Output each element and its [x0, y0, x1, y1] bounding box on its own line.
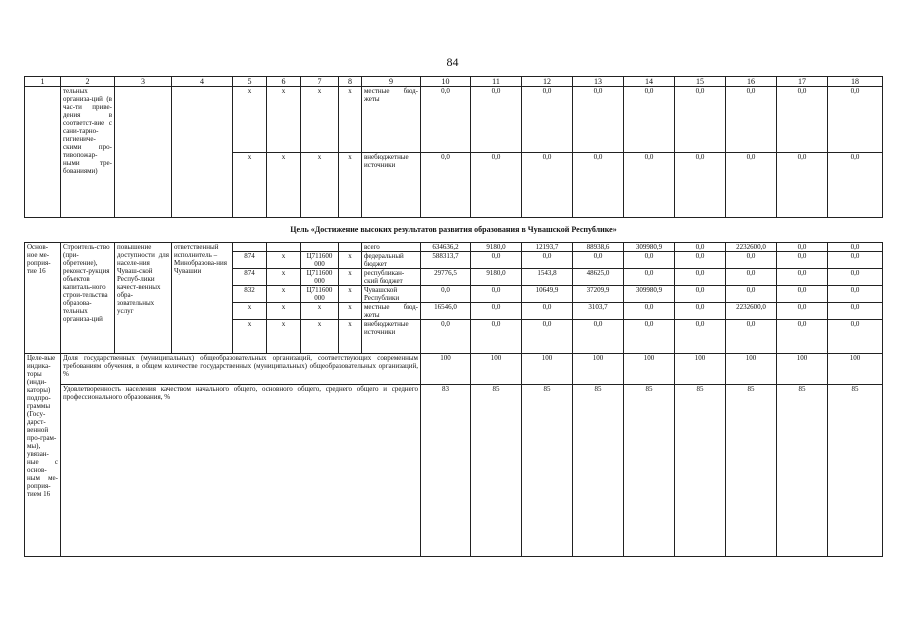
value-cell: 0,0: [421, 152, 471, 218]
column-number-cell: 12: [522, 77, 573, 87]
column-number-cell: 4: [172, 77, 233, 87]
value-cell: 0,0: [522, 252, 573, 269]
column-number-cell: 7: [301, 77, 339, 87]
column-number-cell: 1: [25, 77, 61, 87]
value-cell: 85: [624, 385, 675, 557]
value-cell: 100: [522, 354, 573, 385]
column-number-cell: 9: [362, 77, 421, 87]
code-cell: [301, 243, 339, 252]
value-cell: 0,0: [624, 87, 675, 153]
value-cell: 0,0: [726, 87, 777, 153]
value-cell: 0,0: [522, 87, 573, 153]
column-number-cell: 11: [471, 77, 522, 87]
value-cell: 9180,0: [471, 269, 522, 286]
value-cell: 37209,9: [573, 286, 624, 303]
value-cell: 3103,7: [573, 303, 624, 320]
code-cell: Ц711600 000: [301, 252, 339, 269]
value-cell: 85: [675, 385, 726, 557]
code-cell: 832: [233, 286, 267, 303]
source-cell: внебюджетные источники: [362, 320, 421, 354]
value-cell: 85: [777, 385, 828, 557]
value-cell: 0,0: [573, 87, 624, 153]
value-cell: 0,0: [726, 269, 777, 286]
col3-cell: [115, 87, 172, 218]
value-cell: 0,0: [828, 286, 883, 303]
code-cell: x: [267, 152, 301, 218]
page-number: 84: [446, 55, 459, 69]
table-row: [25, 87, 883, 153]
value-cell: 0,0: [624, 269, 675, 286]
column-number-cell: 2: [61, 77, 115, 87]
value-cell: 85: [573, 385, 624, 557]
value-cell: 16546,0: [421, 303, 471, 320]
goal-title: Цель «Достижение высоких результатов развития образования в Чувашской Республике»: [25, 218, 883, 243]
indicator-text-cell: Удовлетворенность населения качеством начального общего, основного общего, среднего общего и среднего профессионального образования, %: [61, 385, 421, 557]
code-cell: x: [267, 269, 301, 286]
code-cell: x: [233, 303, 267, 320]
code-cell: x: [233, 87, 267, 153]
value-cell: 0,0: [421, 286, 471, 303]
code-cell: x: [301, 152, 339, 218]
value-cell: 100: [471, 354, 522, 385]
code-cell: x: [339, 269, 362, 286]
table-row: [25, 243, 883, 252]
value-cell: 100: [675, 354, 726, 385]
source-cell: внебюджетные источники: [362, 152, 421, 218]
indicator-text-cell: Доля государственных (муниципальных) общеобразовательных организаций, соответствующих современным требованиям обучения, в общем количестве государственных (муниципальных) общеобразовательных организаций, %: [61, 354, 421, 385]
value-cell: 0,0: [522, 303, 573, 320]
code-cell: x: [339, 320, 362, 354]
value-cell: 0,0: [573, 252, 624, 269]
column-number-cell: 15: [675, 77, 726, 87]
indicator-row: [25, 385, 883, 557]
value-cell: 0,0: [573, 320, 624, 354]
value-cell: 100: [573, 354, 624, 385]
value-cell: 0,0: [777, 286, 828, 303]
value-cell: 0,0: [828, 252, 883, 269]
column-number-cell: 18: [828, 77, 883, 87]
value-cell: 0,0: [828, 303, 883, 320]
value-cell: 0,0: [471, 152, 522, 218]
value-cell: 0,0: [471, 87, 522, 153]
col4-cell: [172, 87, 233, 218]
code-cell: x: [301, 303, 339, 320]
code-cell: x: [301, 320, 339, 354]
value-cell: 48625,0: [573, 269, 624, 286]
column-number-cell: 14: [624, 77, 675, 87]
value-cell: 0,0: [471, 303, 522, 320]
value-cell: 588313,7: [421, 252, 471, 269]
column-number-cell: 6: [267, 77, 301, 87]
value-cell: 0,0: [726, 252, 777, 269]
code-cell: x: [339, 152, 362, 218]
indicators-label-cell: Целе-вые индика-торы (инди-каторы) подпро-граммы (Госу-дарст-венной про-грам-мы), увязан-ные с основ-ным ме-роприя-тием 16: [25, 354, 61, 557]
value-cell: 0,0: [726, 152, 777, 218]
column-number-cell: 16: [726, 77, 777, 87]
event-name-cell: Строитель-ство (при-обретение), реконст-рукция объектов капиталь-ного строи-тельства образова-тельных организа-ций: [61, 243, 115, 354]
value-cell: 0,0: [624, 252, 675, 269]
value-cell: 0,0: [675, 320, 726, 354]
value-cell: 0,0: [675, 269, 726, 286]
code-cell: 874: [233, 252, 267, 269]
value-cell: 0,0: [573, 152, 624, 218]
value-cell: 0,0: [675, 286, 726, 303]
event-name-cell: тельных организа-ций (в час-ти приве-дения в соответст-вие с сани-тарно-гигиениче-скими про-тивопожар-ными тре-бованиями): [61, 87, 115, 218]
value-cell: 85: [726, 385, 777, 557]
value-cell: 10649,9: [522, 286, 573, 303]
value-cell: 88938,6: [573, 243, 624, 252]
value-cell: 85: [471, 385, 522, 557]
value-cell: 0,0: [624, 320, 675, 354]
value-cell: 85: [828, 385, 883, 557]
column-number-cell: 8: [339, 77, 362, 87]
value-cell: 0,0: [471, 320, 522, 354]
value-cell: 0,0: [777, 303, 828, 320]
code-cell: Ц711600 000: [301, 286, 339, 303]
source-cell: местные бюд-жеты: [362, 87, 421, 153]
value-cell: 0,0: [421, 320, 471, 354]
table-body: [25, 77, 883, 557]
source-cell: всего: [362, 243, 421, 252]
column-number-cell: 5: [233, 77, 267, 87]
value-cell: 1543,8: [522, 269, 573, 286]
value-cell: 0,0: [471, 252, 522, 269]
value-cell: 0,0: [777, 243, 828, 252]
code-cell: x: [267, 303, 301, 320]
value-cell: 0,0: [828, 320, 883, 354]
source-cell: республикан-ский бюджет: [362, 269, 421, 286]
code-cell: 874: [233, 269, 267, 286]
goal-task-cell: повышение доступности для населе-ния Чуваш-ской Респуб-лики качест-венных обра-зовательных услуг: [115, 243, 172, 354]
column-number-cell: 3: [115, 77, 172, 87]
value-cell: 0,0: [777, 269, 828, 286]
code-cell: x: [233, 320, 267, 354]
value-cell: 83: [421, 385, 471, 557]
value-cell: 0,0: [675, 152, 726, 218]
value-cell: 0,0: [522, 152, 573, 218]
value-cell: 0,0: [777, 152, 828, 218]
code-cell: x: [267, 252, 301, 269]
code-cell: x: [339, 286, 362, 303]
source-cell: федеральный бюджет: [362, 252, 421, 269]
value-cell: 100: [624, 354, 675, 385]
value-cell: 0,0: [828, 152, 883, 218]
event-number-cell: Основ-ное ме-роприя-тие 16: [25, 243, 61, 354]
value-cell: 0,0: [675, 87, 726, 153]
col1-cell: [25, 87, 61, 218]
value-cell: 0,0: [828, 87, 883, 153]
value-cell: 29776,5: [421, 269, 471, 286]
code-cell: [233, 243, 267, 252]
value-cell: 0,0: [726, 286, 777, 303]
code-cell: x: [267, 87, 301, 153]
value-cell: 0,0: [624, 303, 675, 320]
responsible-cell: ответственный исполнитель – Минобразова-ния Чувашии: [172, 243, 233, 354]
value-cell: 0,0: [777, 320, 828, 354]
value-cell: 2232600,0: [726, 243, 777, 252]
code-cell: x: [233, 152, 267, 218]
value-cell: 0,0: [421, 87, 471, 153]
value-cell: 100: [726, 354, 777, 385]
column-number-cell: 13: [573, 77, 624, 87]
code-cell: [267, 243, 301, 252]
value-cell: 0,0: [471, 286, 522, 303]
value-cell: 0,0: [624, 152, 675, 218]
value-cell: 0,0: [777, 87, 828, 153]
value-cell: 12193,7: [522, 243, 573, 252]
value-cell: 0,0: [828, 243, 883, 252]
value-cell: 100: [828, 354, 883, 385]
goal-row: [25, 218, 883, 243]
code-cell: Ц711600 000: [301, 269, 339, 286]
value-cell: 0,0: [675, 243, 726, 252]
value-cell: 85: [522, 385, 573, 557]
value-cell: 100: [777, 354, 828, 385]
header-row: [25, 77, 883, 87]
budget-table: [24, 76, 883, 557]
value-cell: 0,0: [777, 252, 828, 269]
value-cell: 2232600,0: [726, 303, 777, 320]
column-number-cell: 10: [421, 77, 471, 87]
code-cell: x: [339, 303, 362, 320]
source-cell: местные бюд-жеты: [362, 303, 421, 320]
value-cell: 0,0: [522, 320, 573, 354]
code-cell: x: [301, 87, 339, 153]
value-cell: 634636,2: [421, 243, 471, 252]
column-number-cell: 17: [777, 77, 828, 87]
value-cell: 0,0: [726, 320, 777, 354]
value-cell: 309980,9: [624, 243, 675, 252]
value-cell: 9180,0: [471, 243, 522, 252]
value-cell: 309980,9: [624, 286, 675, 303]
indicator-row: [25, 354, 883, 385]
value-cell: 0,0: [675, 252, 726, 269]
value-cell: 100: [421, 354, 471, 385]
source-cell: Чувашской Республики: [362, 286, 421, 303]
value-cell: 0,0: [828, 269, 883, 286]
value-cell: 0,0: [675, 303, 726, 320]
code-cell: [339, 243, 362, 252]
code-cell: x: [339, 87, 362, 153]
code-cell: x: [267, 320, 301, 354]
code-cell: x: [267, 286, 301, 303]
code-cell: x: [339, 252, 362, 269]
